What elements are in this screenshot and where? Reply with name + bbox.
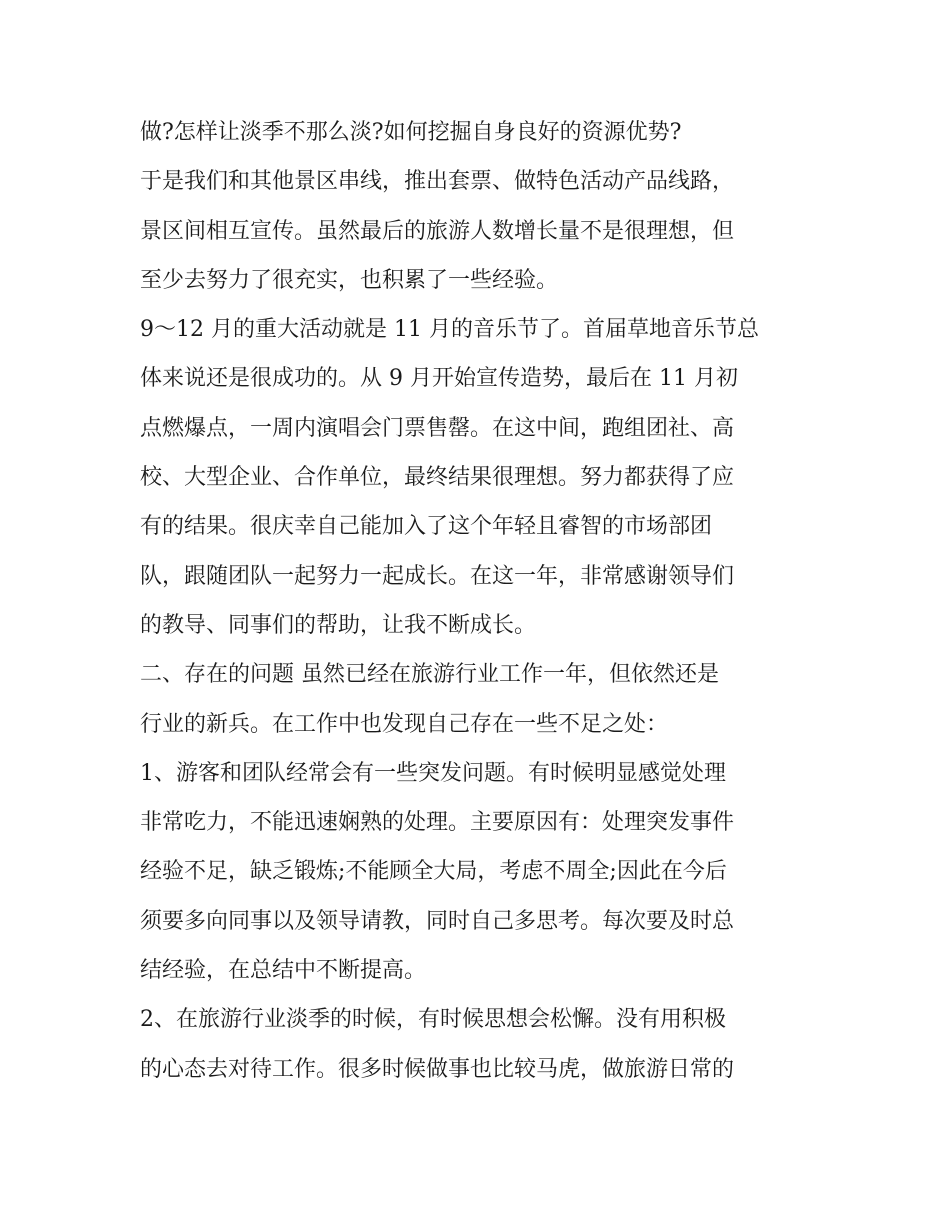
text-line: 行业的新兵。在工作中也发现自己存在一些不足之处： — [140, 711, 669, 737]
text-line: 有的结果。很庆幸自己能加入了这个年轻且睿智的市场部团 — [140, 514, 713, 540]
document-body — [140, 108, 820, 1094]
text-line: 体来说还是很成功的。从 9 月开始宣传造势，最后在 11 月初 — [140, 366, 738, 392]
text-line: 于是我们和其他景区串线，推出套票、做特色活动产品线路， — [140, 169, 735, 195]
text-line: 9～12 月的重大活动就是 11 月的音乐节了。首届草地音乐节总 — [140, 317, 759, 343]
text-line: 做?怎样让淡季不那么淡?如何挖掘自身良好的资源优势? — [140, 120, 682, 145]
text-line: 景区间相互宣传。虽然最后的旅游人数增长量不是很理想，但 — [140, 218, 735, 244]
text-line: 的心态去对待工作。很多时候做事也比较马虎，做旅游日常的 — [140, 1056, 735, 1082]
text-line: 结经验，在总结中不断提高。 — [140, 958, 427, 984]
list-item-line: 2、在旅游行业淡季的时候，有时候思想会松懈。没有用积极 — [140, 1007, 726, 1033]
text-line: 经验不足，缺乏锻炼;不能顾全大局，考虑不周全;因此在今后 — [140, 859, 727, 885]
text-line: 须要多向同事以及领导请教，同时自己多思考。每次要及时总 — [140, 908, 735, 934]
text-line: 的教导、同事们的帮助，让我不断成长。 — [140, 612, 537, 638]
text-line: 队，跟随团队一起努力一起成长。在这一年，非常感谢领导们 — [140, 563, 735, 589]
text-line: 非常吃力，不能迅速娴熟的处理。主要原因有：处理突发事件 — [140, 810, 735, 836]
section-heading-line: 二、存在的问题 虽然已经在旅游行业工作一年，但依然还是 — [140, 662, 719, 688]
list-item-line: 1、游客和团队经常会有一些突发问题。有时候明显感觉处理 — [140, 760, 726, 786]
text-line: 点燃爆点，一周内演唱会门票售罄。在这中间，跑组团社、高 — [140, 415, 735, 441]
text-line: 校、大型企业、合作单位，最终结果很理想。努力都获得了应 — [140, 465, 735, 491]
text-line: 至少去努力了很充实，也积累了一些经验。 — [140, 267, 559, 293]
